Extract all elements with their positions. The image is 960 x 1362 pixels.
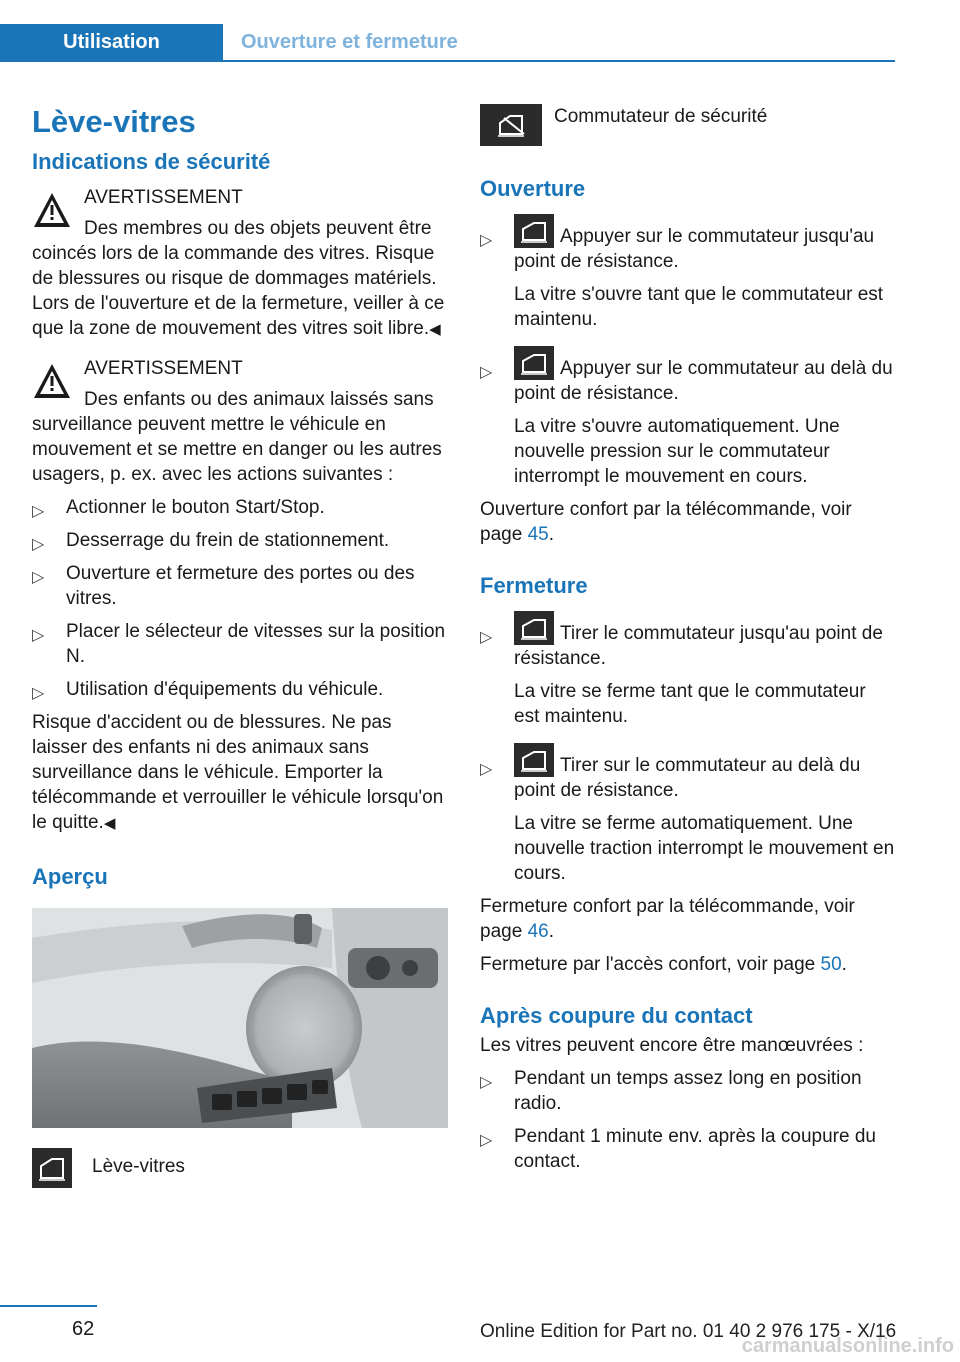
warning-triangle-icon bbox=[32, 189, 72, 231]
door-panel-photo bbox=[32, 908, 448, 1128]
warning-triangle-icon bbox=[32, 360, 72, 402]
page-number: 62 bbox=[72, 1318, 95, 1340]
actions-list bbox=[32, 495, 448, 702]
bullet-triangle-icon: ▷ bbox=[32, 503, 45, 520]
header-subsection: Ouverture et fermeture bbox=[241, 31, 458, 53]
bullet-triangle-icon: ▷ bbox=[480, 1074, 493, 1091]
after-ignition-heading: Après coupure du contact bbox=[480, 1003, 753, 1028]
closing-access-text: Fermeture par l'accès confort, voir page 50. bbox=[480, 954, 847, 975]
risk-text: Risque d'accident ou de blessures. Ne pas laisser des enfants ni des animaux sans surveillance dans le véhicule. Emporter la télécommande et verrouiller le véhicule lorsqu'on le quitte.◀ bbox=[32, 712, 444, 833]
bullet-triangle-icon: ▷ bbox=[32, 536, 45, 553]
window-switch-icon bbox=[514, 214, 554, 248]
list-item: ▷ Appuyer sur le commutateur jusqu'au point de résistance. La vitre s'ouvre tant que le commutateur est maintenu. bbox=[480, 214, 896, 332]
end-mark: ◀ bbox=[429, 321, 441, 338]
bullet-triangle-icon: ▷ bbox=[480, 761, 493, 778]
list-item: ▷ Actionner le bouton Start/Stop. bbox=[32, 495, 448, 520]
safety-switch-label: Commutateur de sécurité bbox=[554, 106, 768, 127]
page-link-46[interactable]: 46 bbox=[527, 921, 549, 942]
left-column bbox=[32, 95, 448, 1188]
list-item: ▷ Pendant 1 minute env. après la coupure du contact. bbox=[480, 1126, 876, 1172]
watermark: carmanualsonline.info bbox=[741, 1335, 954, 1357]
window-lifter-legend bbox=[32, 1148, 448, 1188]
overview-heading: Aperçu bbox=[32, 864, 108, 889]
opening-list bbox=[480, 214, 896, 489]
safety-heading: Indications de sécurité bbox=[32, 149, 271, 174]
page-number-rule bbox=[0, 1305, 97, 1307]
closing-list bbox=[480, 611, 896, 886]
page-header bbox=[0, 24, 895, 62]
warning-block-1 bbox=[32, 185, 448, 342]
warning-block-2 bbox=[32, 356, 448, 487]
list-item: ▷ Ouverture et fermeture des portes ou des vitres. bbox=[32, 563, 415, 609]
list-item: ▷ Utilisation d'équipements du véhicule. bbox=[32, 677, 448, 702]
bullet-triangle-icon: ▷ bbox=[480, 364, 493, 381]
closing-heading: Fermeture bbox=[480, 573, 588, 598]
bullet-triangle-icon: ▷ bbox=[480, 232, 493, 249]
opening-heading: Ouverture bbox=[480, 176, 586, 201]
list-item: ▷ Tirer sur le commutateur au delà du point de résistance. La vitre se ferme automatiquement. Une nouvelle traction interrompt le mouvement en cours. bbox=[480, 743, 896, 886]
warning-body: Des membres ou des objets peuvent être coincés lors de la commande des vitres. Risque de blessures ou risque de dommages matériels. Lors de l'ouverture et de la fermeture, veiller à ce que la zone de mouvement des vitres soit libre.◀ bbox=[32, 218, 445, 339]
warning-title: AVERTISSEMENT bbox=[84, 187, 243, 208]
header-section-tab: Utilisation bbox=[0, 24, 223, 60]
bullet-triangle-icon: ▷ bbox=[480, 1132, 493, 1149]
list-item: ▷ Pendant un temps assez long en position radio. bbox=[480, 1068, 862, 1114]
window-lifter-label: Lève-vitres bbox=[92, 1156, 185, 1177]
bullet-triangle-icon: ▷ bbox=[32, 627, 45, 644]
list-item: ▷ Placer le sélecteur de vitesses sur la position N. bbox=[32, 621, 446, 667]
bullet-triangle-icon: ▷ bbox=[32, 569, 45, 586]
bullet-triangle-icon: ▷ bbox=[32, 685, 45, 702]
after-ignition-text: Les vitres peuvent encore être manœuvrées : bbox=[480, 1035, 864, 1056]
page-title: Lève-vitres bbox=[32, 104, 196, 139]
bullet-triangle-icon: ▷ bbox=[480, 629, 493, 646]
warning-title: AVERTISSEMENT bbox=[84, 358, 243, 379]
page-link-50[interactable]: 50 bbox=[820, 954, 842, 975]
after-ignition-list bbox=[480, 1066, 896, 1174]
opening-comfort-text: Ouverture confort par la télécommande, voir page 45. bbox=[480, 499, 852, 545]
closing-comfort-text: Fermeture confort par la télécommande, voir page 46. bbox=[480, 896, 855, 942]
window-switch-icon bbox=[32, 1148, 72, 1188]
safety-switch-legend bbox=[480, 104, 896, 146]
right-column bbox=[480, 104, 896, 1182]
safety-switch-icon bbox=[480, 104, 542, 146]
window-switch-icon bbox=[514, 346, 554, 380]
page-link-45[interactable]: 45 bbox=[527, 524, 549, 545]
edition-footer: Online Edition for Part no. 01 40 2 976 175 - X/16 bbox=[480, 1321, 897, 1342]
list-item: ▷ Desserrage du frein de stationnement. bbox=[32, 528, 448, 553]
window-switch-icon bbox=[514, 743, 554, 777]
warning-body: Des enfants ou des animaux laissés sans surveillance peuvent mettre le véhicule en mouvement et se mettre en danger ou les autres usagers, p. ex. avec les actions suivantes : bbox=[32, 389, 442, 485]
end-mark: ◀ bbox=[103, 815, 116, 832]
list-item: ▷ Tirer le commutateur jusqu'au point de résistance. La vitre se ferme tant que le commutateur est maintenu. bbox=[480, 611, 896, 729]
window-switch-icon bbox=[514, 611, 554, 645]
list-item: ▷ Appuyer sur le commutateur au delà du point de résistance. La vitre s'ouvre automatiquement. Une nouvelle pression sur le commutateur interrompt le mouvement en cours. bbox=[480, 346, 896, 489]
door-panel-illustration bbox=[32, 908, 448, 1128]
header-rule bbox=[0, 60, 895, 62]
